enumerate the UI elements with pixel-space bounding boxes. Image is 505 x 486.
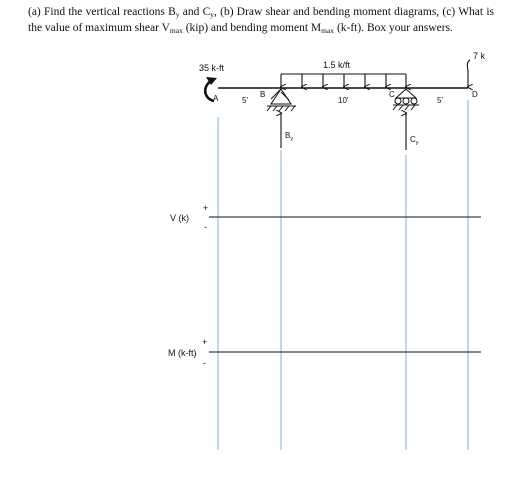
problem-text-b: , (b) Draw shear and bending moment diagrams, (c) What is the value of maximum shear V — [28, 6, 495, 34]
label-a: A — [213, 94, 219, 103]
problem-text-kft: (k-ft). Box your answers. — [334, 22, 453, 34]
shear-plus: + — [203, 203, 209, 213]
span-ab-label: 5' — [242, 96, 248, 105]
sub-by: y — [175, 10, 180, 19]
reaction-c-label: $C_y$ — [410, 135, 419, 146]
moment-label: 35 k-ft — [199, 63, 225, 73]
problem-text-c: and C — [179, 6, 211, 18]
roller-support-c — [393, 89, 419, 110]
sub-cy: y — [210, 10, 215, 19]
span-bc-label: 10' — [338, 96, 349, 105]
pin-support-b — [267, 89, 296, 111]
problem-text-kip: (kip) and bending moment M — [182, 22, 322, 34]
label-c: C — [389, 90, 395, 99]
distributed-load — [281, 74, 406, 87]
reaction-b-label: $B_y$ — [285, 131, 294, 142]
moment-label-axis: M (k-ft) — [168, 348, 197, 358]
label-b: B — [260, 90, 266, 99]
label-d: D — [472, 90, 478, 99]
shear-label: V (k) — [170, 213, 189, 223]
sub-mmax: max — [321, 26, 335, 35]
span-cd-label: 5' — [437, 96, 443, 105]
moment-plus: + — [202, 337, 208, 347]
sub-vmax: max — [169, 26, 183, 35]
guide-lines — [218, 100, 468, 450]
point-load — [467, 60, 470, 87]
problem-text-a: (a) Find the vertical reactions B — [28, 6, 176, 18]
reaction-c-sub: y — [415, 140, 419, 146]
reaction-b-sub: y — [290, 136, 294, 142]
moment-minus: - — [203, 358, 206, 368]
shear-minus: - — [204, 222, 207, 232]
point-load-label: 7 k — [473, 51, 486, 61]
distributed-load-label: 1.5 k/ft — [323, 60, 351, 70]
